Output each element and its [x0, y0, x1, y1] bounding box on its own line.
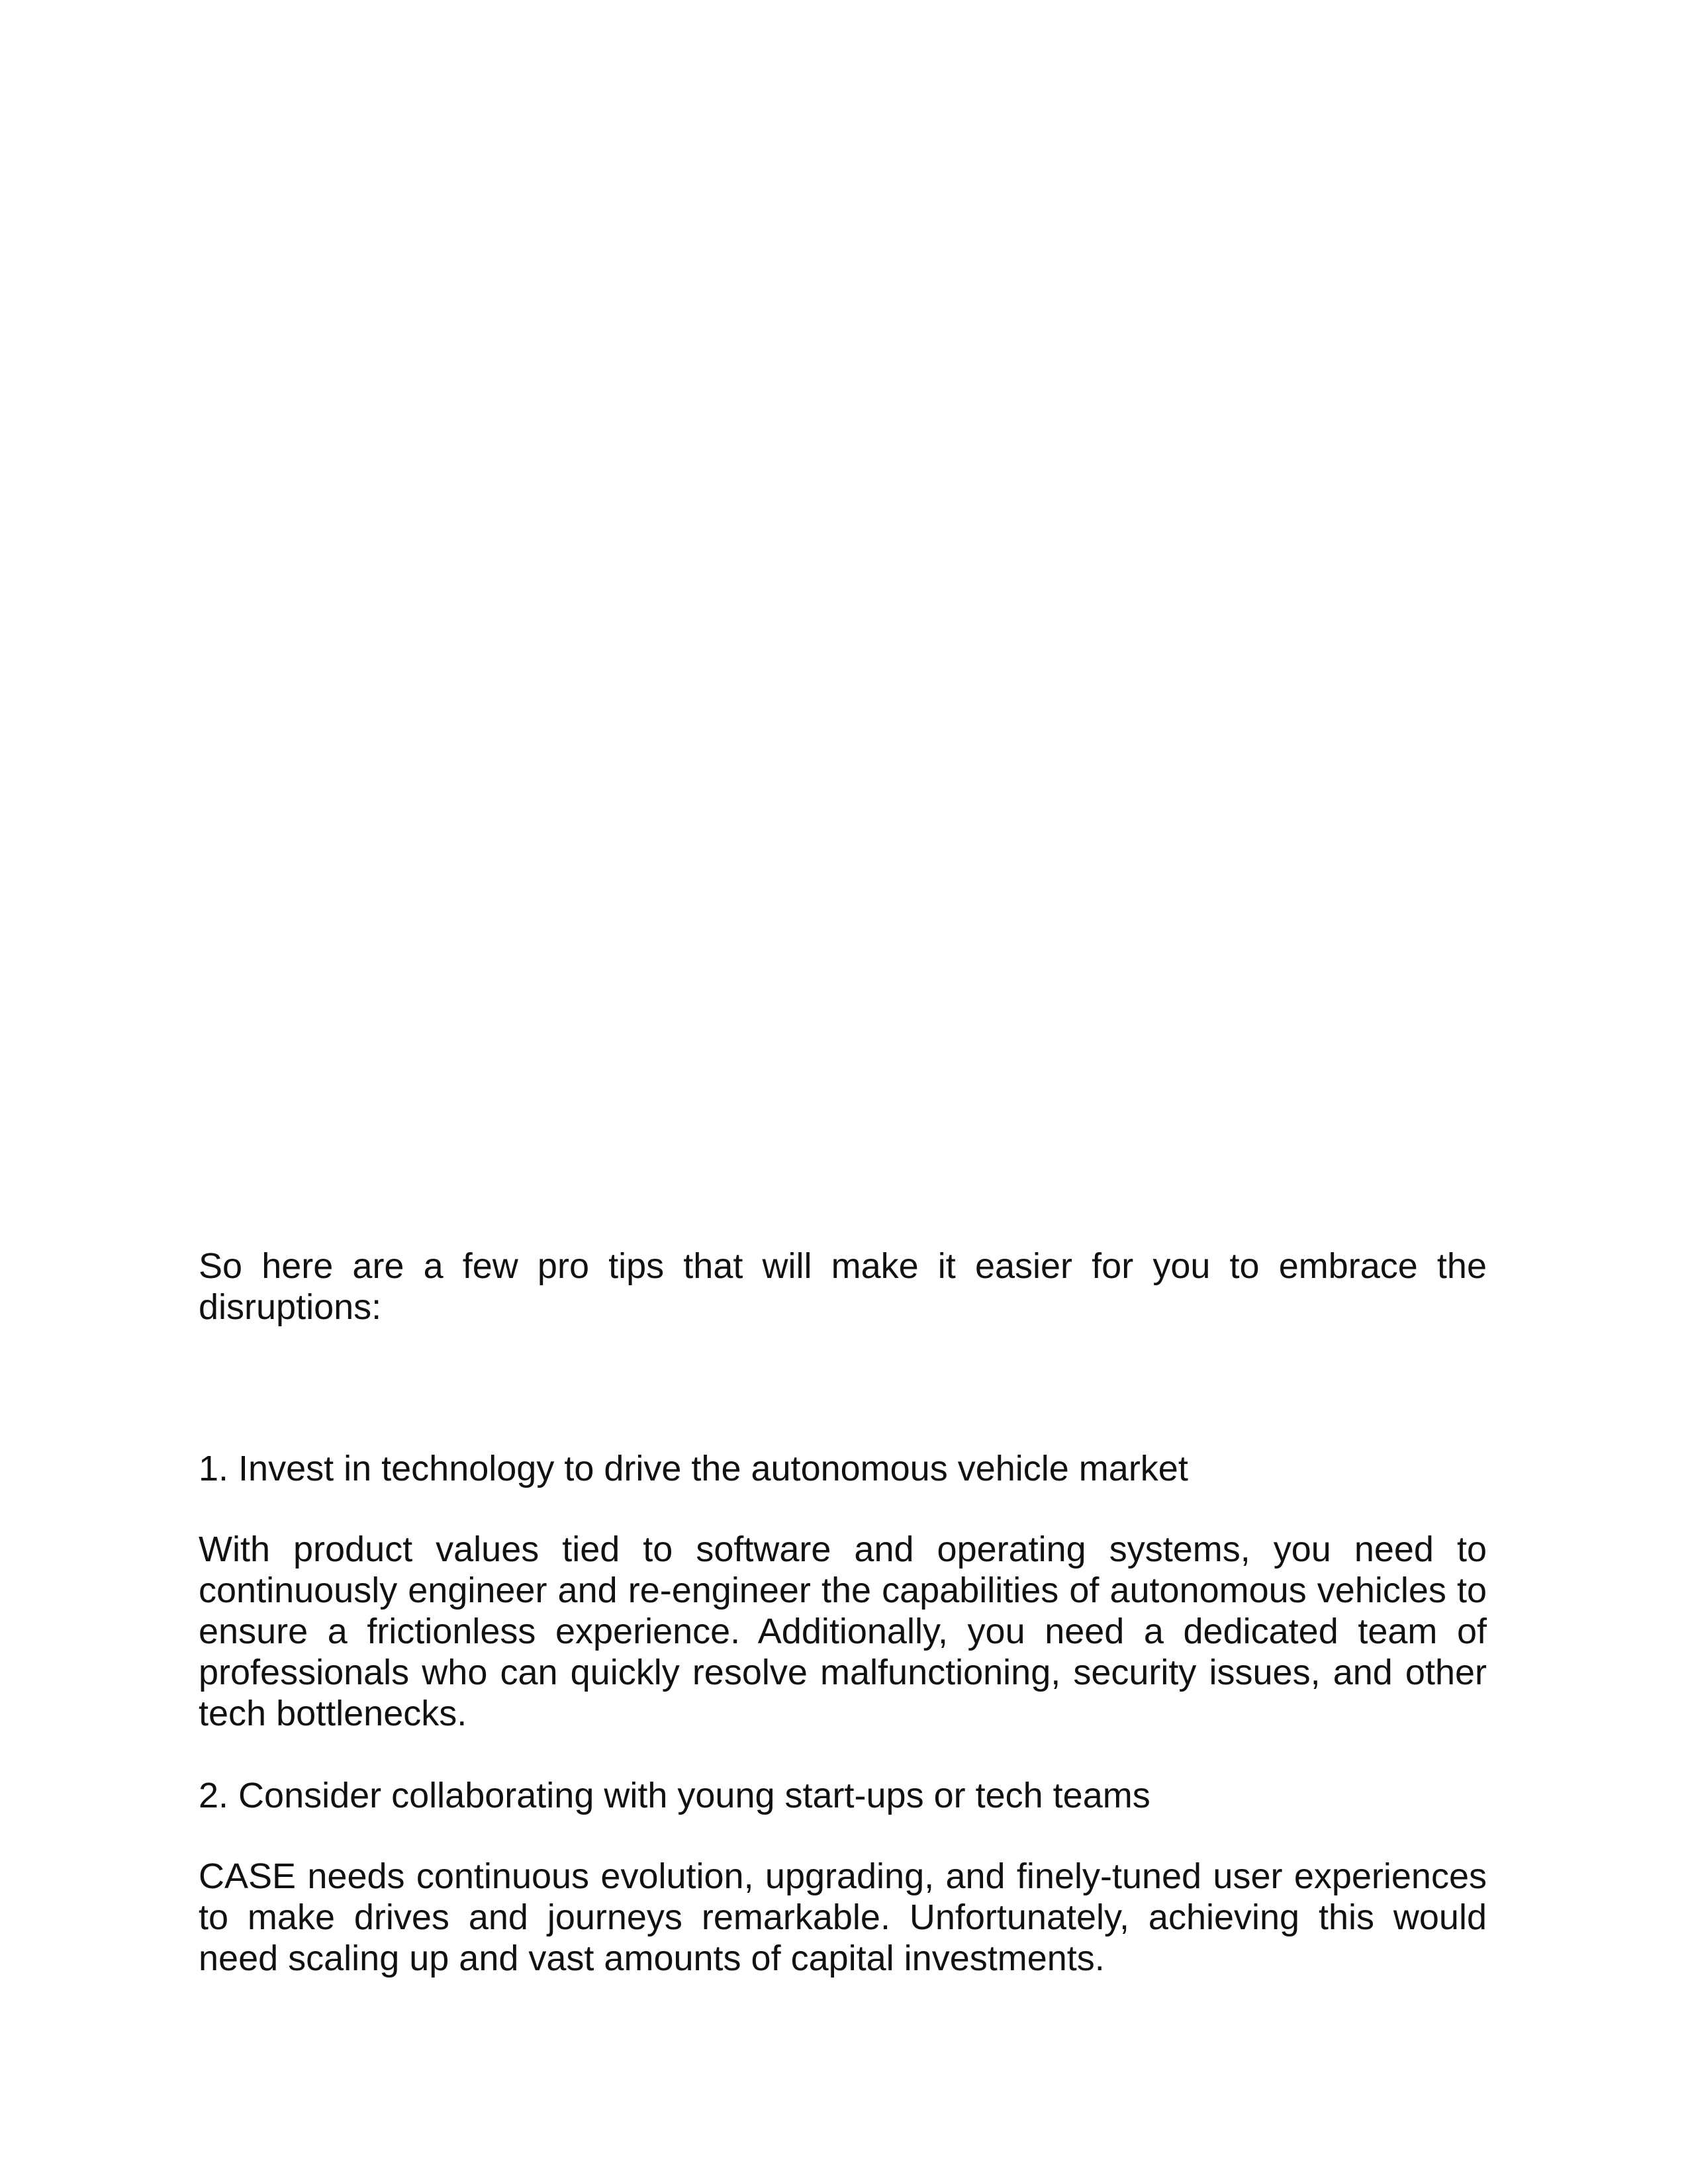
section-body-2: CASE needs continuous evolution, upgrading, and finely-tuned user experiences to make drives and journeys remarkable. Unfortunately, achieving this would need scaling up and vast amounts of capital investments.: [199, 1856, 1487, 1978]
section-heading-1: 1. Invest in technology to drive the autonomous vehicle market: [199, 1449, 1188, 1488]
intro-paragraph: So here are a few pro tips that will make it easier for you to embrace the disruptions:: [199, 1246, 1487, 1327]
section-body-1: With product values tied to software and operating systems, you need to continuously engineer and re-engineer the capabilities of autonomous vehicles to ensure a frictionless experience. Additionally, you need a dedicated team of professionals who can quickly resolve malfunctioning, security issues, and other tech bottlenecks.: [199, 1529, 1487, 1733]
section-heading-2: 2. Consider collaborating with young start-ups or tech teams: [199, 1776, 1150, 1815]
